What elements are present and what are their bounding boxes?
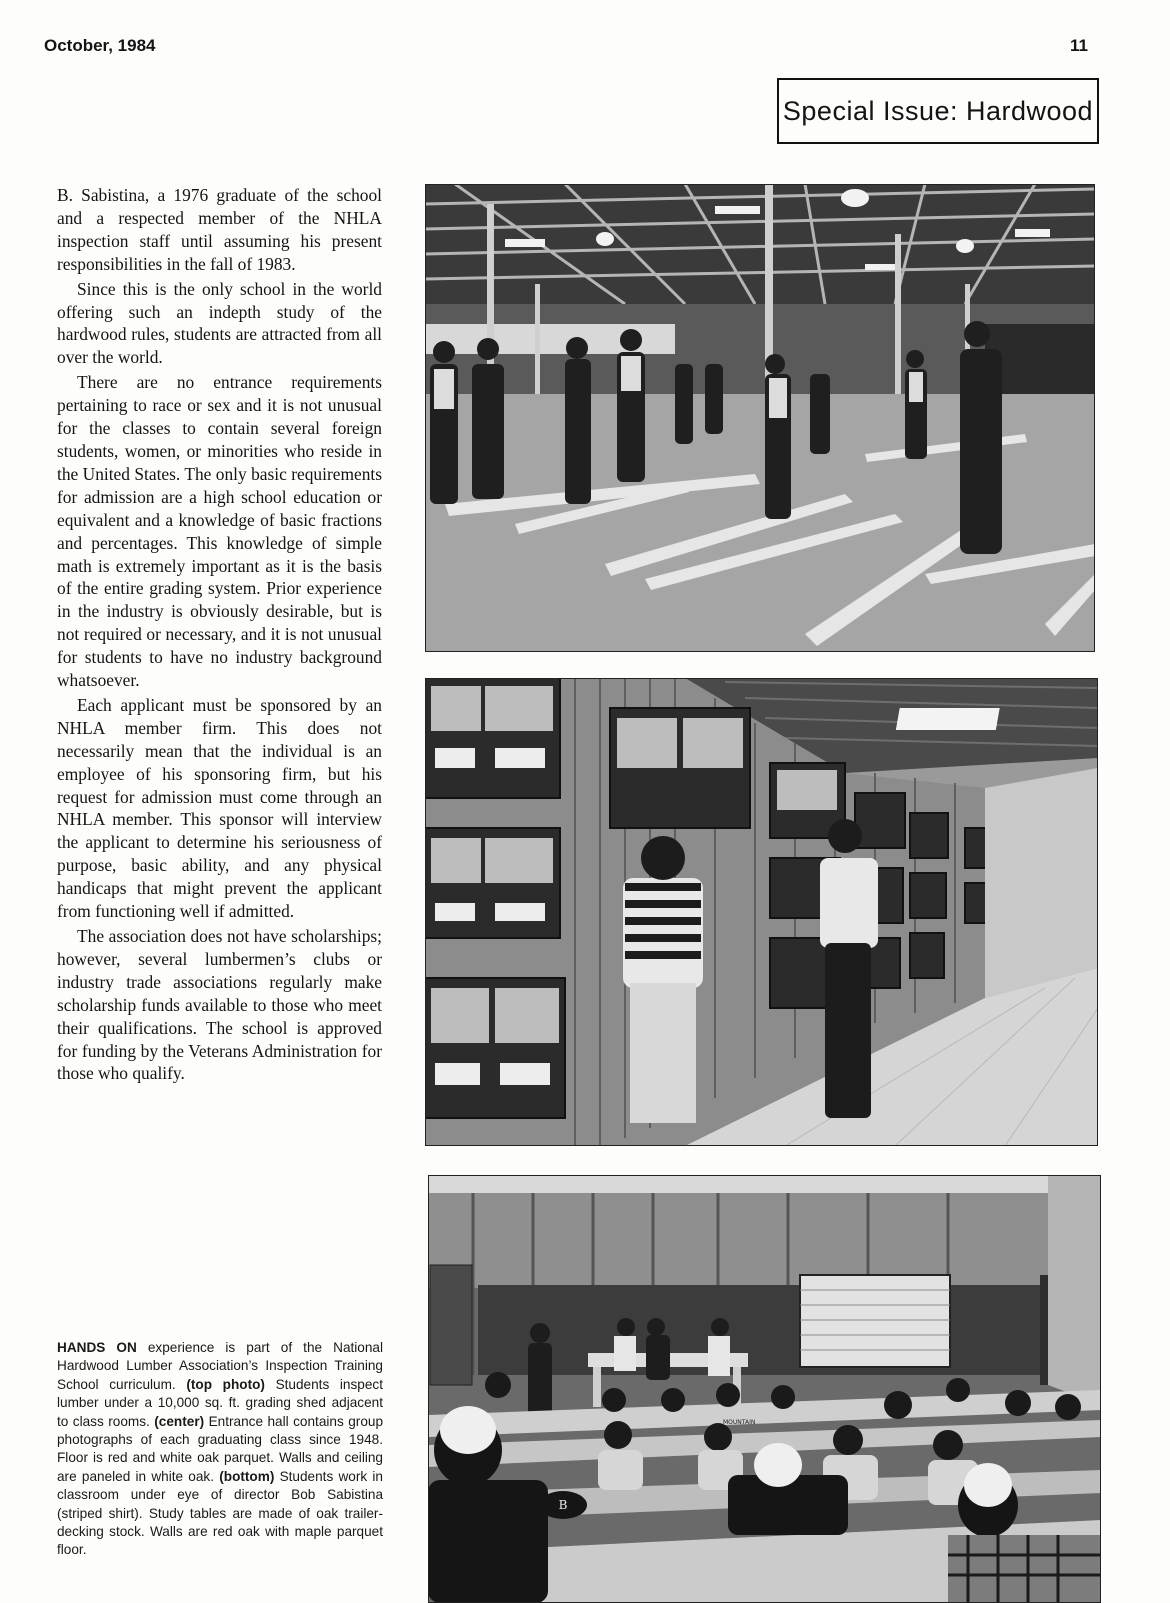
page-number: 11 (1070, 36, 1088, 55)
caption-bottom-label: (bottom) (219, 1468, 275, 1484)
issue-label: Special Issue: Hardwood (782, 95, 1094, 126)
cap-logo-text: B (558, 1498, 568, 1512)
issue-label-box (777, 78, 1099, 144)
shirt-text: MOUNTAIN (723, 1419, 756, 1426)
page-date: October, 1984 (44, 36, 156, 55)
caption-bottom-text: Students work in classroom under eye of director Bob Sabistina (striped shirt). Study tables are made of oak trailer-decking stock. Walls are red oak with maple parquet floor. (57, 1468, 383, 1558)
article-paragraph-2: Since this is the only school in the world offering such an indepth study of the hardwood rules, students are attracted from all over the world. (57, 278, 382, 368)
caption-lead: HANDS ON (57, 1340, 137, 1355)
caption-top-label: (top photo) (186, 1376, 265, 1392)
photo-caption (57, 1339, 383, 1560)
caption-center-text: Entrance hall contains group photographs of each graduating class since 1948. Floor is red and white oak parquet. Walls and ceiling are paneled in white oak. (57, 1413, 384, 1484)
article-paragraph-4: Each applicant must be sponsored by an NHLA member firm. This does not necessarily mean that the individual is an employee of his sponsoring firm, but his request for admission must come through an NHLA member. This sponsor will interview the applicant to determine his seriousness of purpose, basic ability, and any physical handicaps that might prevent the applicant from functioning well if admitted. (57, 694, 382, 922)
article-paragraph-3: There are no entrance requirements pertaining to race or sex and it is not unusual for the classes to contain several foreign students, women, or minorities who reside in the United States. The only basic requirements for admission are a high school education or equivalent and a knowledge of basic fractions and percentages. This knowledge of simple math is extremely important as it is the basis of the entire grading system. Prior experience in the industry is obviously desirable, but is not required or necessary, and it is not unusual for students to have no industry background whatsoever. (57, 372, 382, 691)
article-body (57, 184, 382, 1085)
photo-classroom (428, 1175, 1101, 1603)
photo-grading-shed (425, 184, 1095, 652)
caption-intro: experience is part of the National Hardwood Lumber Association’s Inspection Training School curriculum. (57, 1340, 383, 1392)
article-paragraph-5: The association does not have scholarships; however, several lumbermen’s clubs or industry trade associations regularly make scholarship funds available to those who meet their qualifications. The school is approved for funding by the Veterans Administration for those who qualify. (57, 926, 382, 1084)
article-paragraph-1: B. Sabistina, a 1976 graduate of the school and a respected member of the NHLA inspection staff until assuming his present responsibilities in the fall of 1983. (57, 185, 382, 274)
caption-top-text: Students inspect lumber under a 10,000 sq. ft. grading shed adjacent to class rooms. (57, 1376, 383, 1429)
caption-center-label: (center) (154, 1413, 205, 1429)
photo-entrance-hall (425, 678, 1098, 1146)
